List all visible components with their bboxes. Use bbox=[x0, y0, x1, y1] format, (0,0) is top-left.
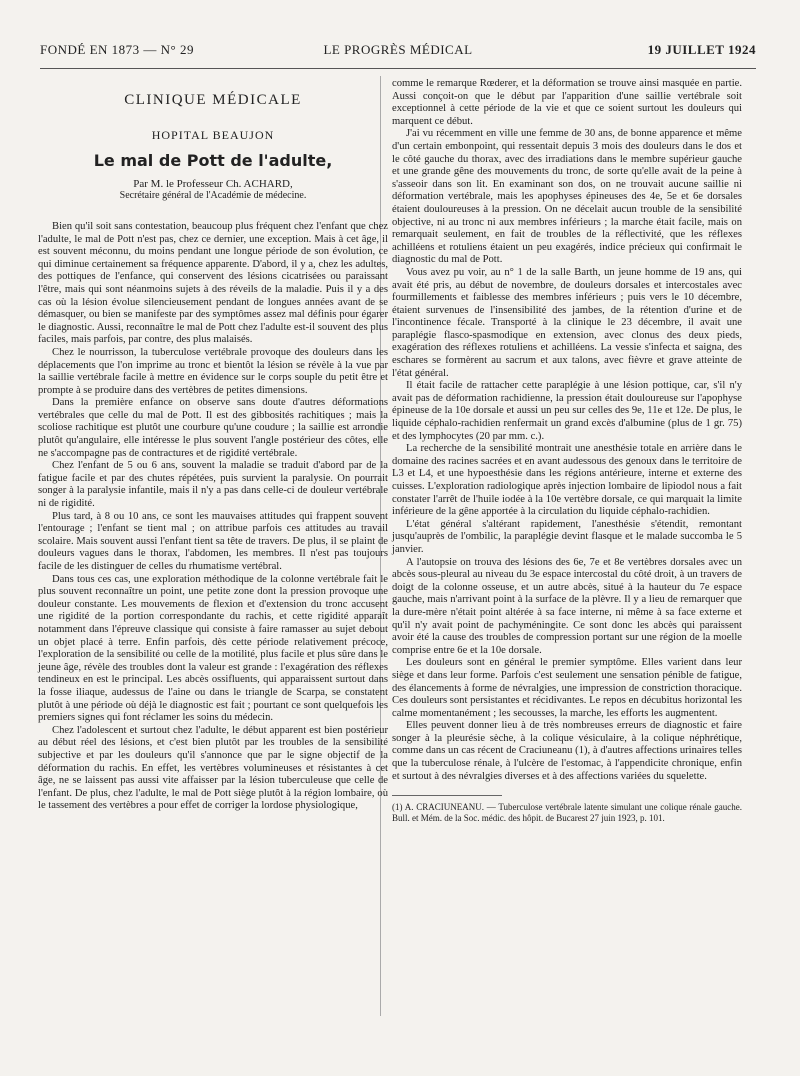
issue-date: 19 JUILLET 1924 bbox=[647, 42, 756, 57]
right-column bbox=[392, 78, 742, 824]
paragraph: Plus tard, à 8 ou 10 ans, ce sont les mauvaises attitudes qui frappent souvent l'entourage ; l'enfant se tient mal ; on attribue parfois ces attitudes au travail scolaire. Mais souvent aussi l'enfant tient sa tête de travers. De plus, il se plaint de douleurs vagues dans le thorax, l'abdomen, les membres. Il n'est pas toujours facile de les distinguer de celles du rhumatisme vertébral. bbox=[38, 510, 388, 572]
paragraph: Elles peuvent donner lieu à de très nombreuses erreurs de diagnostic et faire songer à la pleurésie sèche, à la colique vésiculaire, à la colique néphrétique, comme dans un cas récent de Craciuneanu (1), à d'autres affections urinaires telles que la tuberculose rénale, à l'ulcère de l'estomac, à l'appendicite chronique, enfin et surtout à des névralgies diverses et à des affections variées du squelette. bbox=[392, 720, 742, 782]
paragraph: Bien qu'il soit sans contestation, beaucoup plus fréquent chez l'enfant que chez l'adulte, le mal de Pott n'est pas, chez ce dernier, une exception. Mais à cet âge, il est souvent méconnu, du moins pendant une longue période de son évolution, ce qui diminue certainement sa fréquence apparente. D'abord, il y a, chez les adultes, des pottiques de l'enfance, qui conservent des lésions cicatrisées ou paraissant l'être, mais qui sont néanmoins sujets à des réveils de la maladie. Puis il y a des cas où la lésion évolue silencieusement pendant de longues années avant de se démasquer, ou bien se manifeste par des symptômes assez mal définis pour égarer le diagnostic. Aussi, reconnaître le mal de Pott chez l'adulte est-il souvent des plus faciles, mais parfois, par contre, des plus malaisés. bbox=[38, 220, 388, 346]
journal-title: LE PROGRÈS MÉDICAL bbox=[323, 42, 473, 57]
hospital-name: HOPITAL BEAUJON bbox=[151, 127, 275, 142]
paragraph: Chez le nourrisson, la tuberculose vertébrale provoque des douleurs dans les déplacements que l'on imprime au tronc et bientôt la lésion se révèle à la vue par la saillie vertébrale facile à mettre en évidence sur le corps souple du petit être et prompte à se produire dans des vertèbres de petites dimensions. bbox=[38, 346, 388, 396]
author-role: Secrétaire général de l'Académie de médecine. bbox=[119, 190, 307, 202]
paragraph: Vous avez pu voir, au n° 1 de la salle Barth, un jeune homme de 19 ans, qui avait été pris, au début de novembre, de douleurs dorsales et intercostales avec fourmillements et faiblesse des membres inférieurs ; puis vers le 10 décembre, étaient survenues de l'insensibilité des jambes, de la rétention d'urine et de l'incontinence fécale. Transporté à la clinique le 23 décembre, il avait une paraplégie flasco-spasmodique en extension, avec clonus des deux pieds, exagération des réflexes rotuliens et achilléens. La vessie s'infecta et saigna, des eschares se formèrent au sacrum et aux talons, avec fièvre et grave atteinte de l'état général. bbox=[392, 266, 742, 379]
footnote-rule bbox=[392, 795, 502, 796]
paragraph: La recherche de la sensibilité montrait une anesthésie totale en arrière dans le domaine des racines sacrées et en avant audessous des genoux dans le territoire de L3 et L4, et une hypoesthésie dans les régions antérieure, interne et externe des cuisses. L'exploration radiologique après injection lombaire de lipiodol nous a fait constater l'arrêt de l'huile iodée à la 10e vertèbre dorsale, ce qui marquait la limite inférieure de la gêne apportée à la circulation du liquide céphalo-rachidien. bbox=[392, 443, 742, 518]
left-column bbox=[38, 78, 388, 813]
article-title: Le mal de Pott de l'adulte, bbox=[93, 151, 333, 171]
paragraph: Chez l'enfant de 5 ou 6 ans, souvent la maladie se traduit d'abord par de la fatigue facile et par des chutes répétées, puis survient la paralysie. On pourrait songer à la paralysie infantile, mais il n'y a pas dans celle-ci de douleur vertébrale ni de rigidité. bbox=[38, 460, 388, 510]
paragraph: L'état général s'altérant rapidement, l'anesthésie s'étendit, remontant jusqu'auprès de l'ombilic, la paraplégie devint flasque et le malade succomba le 5 janvier. bbox=[392, 518, 742, 555]
paragraph: Chez l'adolescent et surtout chez l'adulte, le début apparent est bien postérieur au début réel des lésions, et c'est bien plutôt par les troubles de la sensibilité subjective et par les douleurs qu'il s'annonce que par le signe objectif de la déformation du rachis. En effet, les vertèbres volumineuses et résistantes à cet âge, ne se laissent pas aussi vite affaisser par la lésion tuberculeuse que celle de l'enfant. De plus, chez l'adulte, le mal de Pott siège plutôt à la région lombaire, où le tassement des vertèbres a pour effet de corriger la lordose physiologique, bbox=[38, 724, 388, 812]
author-line: Par M. le Professeur Ch. ACHARD, bbox=[133, 177, 293, 190]
header-rule bbox=[40, 68, 756, 69]
paragraph: Il était facile de rattacher cette paraplégie à une lésion pottique, car, s'il n'y avait pas de déformation rachidienne, la pression était douloureuse sur l'apophyse épineuse de la 10e dorsale et aussi un peu sur celles des 9e, 11e et 12e. De plus, le liquide céphalo-rachidien renfermait un grand excès d'albumine (plus de 1 gr. 75) et des lymphocytes (20 par mm. c.). bbox=[392, 380, 742, 442]
paragraph: Les douleurs sont en général le premier symptôme. Elles varient dans leur siège et dans leur forme. Parfois c'est seulement une sensation pénible de fatigue, des élancements à forme de névralgies, une impression de constriction thoracique. Ces douleurs sont persistantes et récidivantes. Le repos en décubitus horizontal les calme momentanément ; les secousses, la marche, les efforts les augmentent. bbox=[392, 657, 742, 719]
footnote: (1) A. CRACIUNEANU. — Tuberculose vertébrale latente simulant une colique rénale gauche. Bull. et Mém. de la Soc. médic. des hôpit. de Bucarest 27 juin 1923, p. 101. bbox=[392, 802, 742, 824]
section-title: CLINIQUE MÉDICALE bbox=[124, 92, 302, 108]
paragraph: J'ai vu récemment en ville une femme de 30 ans, de bonne apparence et même d'un certain embonpoint, qui ressentait depuis 3 mois des douleurs dans le dos et le côté gauche du thorax, avec des irradiations dans le membre supérieur gauche et une grande gêne des mouvements du tronc, de sorte qu'elle avait de la peine à s'asseoir dans son lit. En examinant son dos, on ne trouvait aucune saillie ni déformation vertébrale, mais les apophyses épineuses des 4e, 5e et 6e dorsales étaient douloureuses à la pression. On ne décelait aucun trouble de la sensibilité objective, ni au tronc ni aux membres inférieurs ; la marche était facile, mais on remarquait seulement, en fait de troubles de la réflectivité, que les réflexes achilléens et rotuliens étaient un peu exagérés, indice précieux qui confirmait le diagnostic du mal de Pott. bbox=[392, 128, 742, 266]
paragraph: Dans la première enfance on observe sans doute d'autres déformations vertébrales que celle du mal de Pott. Il est des gibbosités rachitiques ; mais la scoliose rachitique est plutôt une courbure qu'une coudure ; la saillie est arrondie plutôt qu'angulaire, elle intéresse le plus souvent l'angle postérieur des côtes, elle ne s'accompagne pas de contractures et de rigidité vertébrale. bbox=[38, 397, 388, 459]
page-header bbox=[40, 40, 756, 60]
header-founded: FONDÉ EN 1873 — N° 29 bbox=[40, 42, 195, 57]
paragraph: comme le remarque Rœderer, et la déformation se trouve ainsi masquée en partie. Aussi conçoit-on que le début par l'apparition d'une saillie vertébrale soit exceptionnel à cette période de la vie et que ce soient surtout les douleurs qui marquent ce début. bbox=[392, 78, 742, 127]
paragraph: A l'autopsie on trouva des lésions des 6e, 7e et 8e vertèbres dorsales avec un abcès sous-pleural au niveau du 3e espace intercostal du côté droit, à un travers de doigt de la colonne osseuse, et un autre abcès, situé à la hauteur du 7e espace gauche, mais n'arrivant point à la surface de la plèvre. Il y a lieu de remarquer que la dure-mère n'était point altérée à sa face interne, ni même à sa face externe et qu'il n'y avait point de pachyméningite. Ce sont donc les abcès qui paraissent avoir été la cause des troubles de compression portant sur une région de la moelle comprise entre 6e et la 10e dorsale. bbox=[392, 556, 742, 656]
paragraph: Dans tous ces cas, une exploration méthodique de la colonne vertébrale fait le plus souvent reconnaître un point, une petite zone dont la pression provoque une douleur constante. Les mouvements de flexion et d'extension du tronc accusent une rigidité de la portion correspondante du rachis, et cette rigidité apparaît notamment dans l'épreuve classique qui consiste à faire ramasser au sujet debout un objet placé à terre. Enfin parfois, dès cette période relativement précoce, l'exploration de la sensibilité ou celle de la motilité, plus facile et plus sûre dans le jeune âge, révèle des troubles dont la valeur est grande : l'exagération des réflexes tendineux en est le principal. Les abcès ossifluents, qui apparaissent surtout dans la fosse iliaque, audessus de l'aine ou dans le triangle de Scarpa, se constatent plutôt à une période où déjà le diagnostic est fait ; pourtant ce sont quelquefois les premiers signes qui font réclamer les soins du médecin. bbox=[38, 573, 388, 724]
